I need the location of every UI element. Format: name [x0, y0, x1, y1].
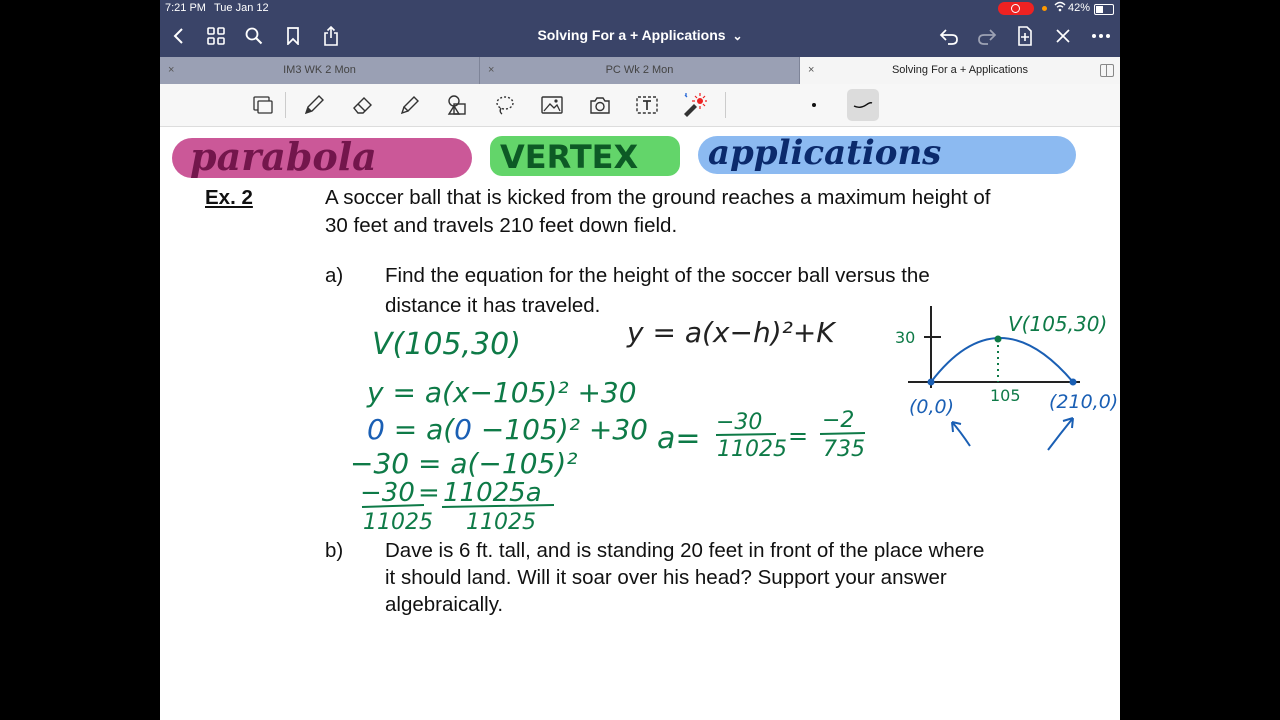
- part-b-label: b): [325, 539, 344, 562]
- tab-label: Solving For a + Applications: [891, 64, 1029, 76]
- tab-solving-for-a[interactable]: [800, 57, 1120, 84]
- problem-statement-line2: 30 feet and travels 210 feet down field.: [325, 214, 678, 237]
- problem-statement-line1: A soccer ball that is kicked from the ground reaches a maximum height of: [325, 186, 991, 209]
- sketch-end-point: [1070, 379, 1077, 386]
- hw-step4-den-left: 11025: [363, 510, 433, 535]
- tab-close-icon[interactable]: ×: [168, 64, 175, 76]
- wifi-icon: [1054, 1, 1066, 15]
- hw-step4-num-left: −30: [360, 478, 415, 508]
- hw-a-den2: 735: [823, 437, 865, 462]
- hw-a-num1: −30: [716, 410, 763, 435]
- hw-step3: −30 = a(−105)²: [350, 447, 578, 480]
- hw-sub2-mid: = a(: [384, 413, 455, 446]
- tab-im3-wk2-mon[interactable]: [160, 57, 480, 84]
- highlighter-icon[interactable]: [396, 91, 424, 119]
- chevron-down-icon: ⌄: [732, 29, 743, 43]
- tab-label: PC Wk 2 Mon: [605, 64, 674, 76]
- read-mode-icon[interactable]: [249, 91, 277, 119]
- part-b-line1: Dave is 6 ft. tall, and is standing 20 feet in front of the place where: [385, 539, 985, 562]
- hw-vertex-form: y = a(x−h)²+K: [627, 316, 835, 349]
- part-a-label: a): [325, 264, 344, 287]
- battery-icon: [1094, 4, 1114, 15]
- camera-icon[interactable]: [586, 91, 614, 119]
- applications-word: applications: [708, 133, 942, 173]
- text-box-icon[interactable]: [633, 91, 661, 119]
- hw-step4-eq: =: [418, 478, 440, 508]
- hw-vertex: V(105,30): [372, 327, 521, 362]
- close-icon[interactable]: [1049, 22, 1077, 50]
- toolbar-divider: [725, 92, 726, 118]
- hw-step4-den-right: 11025: [466, 510, 536, 535]
- ipad-screen: [160, 0, 1120, 720]
- sketch-label-105: 105: [990, 386, 1021, 405]
- drawing-toolbar: [160, 84, 1120, 127]
- sketch-arrow-left: [952, 422, 970, 446]
- navigation-bar: [160, 17, 1120, 57]
- add-page-icon[interactable]: [1011, 22, 1039, 50]
- hw-a-eq: =: [788, 422, 809, 450]
- hw-a-den1: 11025: [717, 437, 787, 462]
- parabola-word: parabola: [190, 134, 377, 179]
- lasso-icon[interactable]: [491, 91, 519, 119]
- sketch-label-30: 30: [895, 328, 916, 347]
- hw-a-label: a=: [657, 421, 701, 456]
- sketch-label-vertex: V(105,30): [1008, 312, 1108, 336]
- tab-bar: [160, 57, 1120, 84]
- sketch-curve: [931, 338, 1073, 382]
- hw-sub2: [367, 413, 648, 446]
- hw-sub1: y = a(x−105)² +30: [367, 376, 637, 409]
- status-date: Tue Jan 12: [214, 2, 269, 14]
- more-icon[interactable]: [1087, 22, 1115, 50]
- screen-record-icon[interactable]: [998, 2, 1034, 15]
- tab-close-icon[interactable]: ×: [488, 64, 495, 76]
- mic-indicator-icon: [1042, 6, 1047, 11]
- pen-icon[interactable]: [300, 91, 328, 119]
- eraser-icon[interactable]: [349, 91, 377, 119]
- stroke-size-dot-icon[interactable]: [800, 91, 828, 119]
- sketch-arrow-right: [1048, 418, 1073, 450]
- split-view-icon[interactable]: [1100, 64, 1114, 77]
- undo-icon[interactable]: [935, 22, 963, 50]
- status-time: 7:21 PM: [165, 2, 206, 14]
- parabola-sketch: [895, 306, 1118, 450]
- sketch-label-origin: (0,0): [909, 396, 955, 418]
- hw-a-bar1: [716, 434, 776, 435]
- part-a-line2: distance it has traveled.: [385, 294, 601, 317]
- battery-percent: 42%: [1068, 2, 1091, 14]
- example-label: Ex. 2: [205, 186, 253, 209]
- hw-step4-num-right: 11025a: [443, 478, 542, 508]
- tab-label: IM3 WK 2 Mon: [283, 64, 356, 76]
- hw-sub2-zero-right: 0: [454, 413, 472, 446]
- tab-close-icon[interactable]: ×: [808, 64, 815, 76]
- sketch-origin-point: [928, 379, 935, 386]
- stroke-style-icon[interactable]: [847, 89, 879, 121]
- hw-sub2-end: −105)² +30: [472, 413, 648, 446]
- shapes-icon[interactable]: [443, 91, 471, 119]
- tab-pc-wk2-mon[interactable]: [480, 57, 800, 84]
- hw-sub2-zero-left: 0: [367, 413, 385, 446]
- part-b-line2: it should land. Will it soar over his head? Support your answer: [385, 566, 947, 589]
- sketch-vertex-point: [995, 336, 1002, 343]
- handwritten-work: [160, 126, 1120, 720]
- status-bar: [160, 0, 1120, 17]
- notebook-page[interactable]: [160, 126, 1120, 720]
- image-icon[interactable]: [538, 91, 566, 119]
- part-b-line3: algebraically.: [385, 593, 504, 616]
- part-a-line1: Find the equation for the height of the soccer ball versus the: [385, 264, 930, 287]
- hw-a-num2: −2: [822, 408, 855, 433]
- vertex-word: VERTEX: [500, 138, 639, 176]
- document-title-text: Solving For a + Applications: [537, 27, 726, 43]
- redo-icon[interactable]: [973, 22, 1001, 50]
- hw-a-bar2: [820, 433, 865, 434]
- laser-pointer-icon[interactable]: [680, 91, 708, 119]
- sketch-label-end: (210,0): [1049, 391, 1119, 413]
- toolbar-divider: [285, 92, 286, 118]
